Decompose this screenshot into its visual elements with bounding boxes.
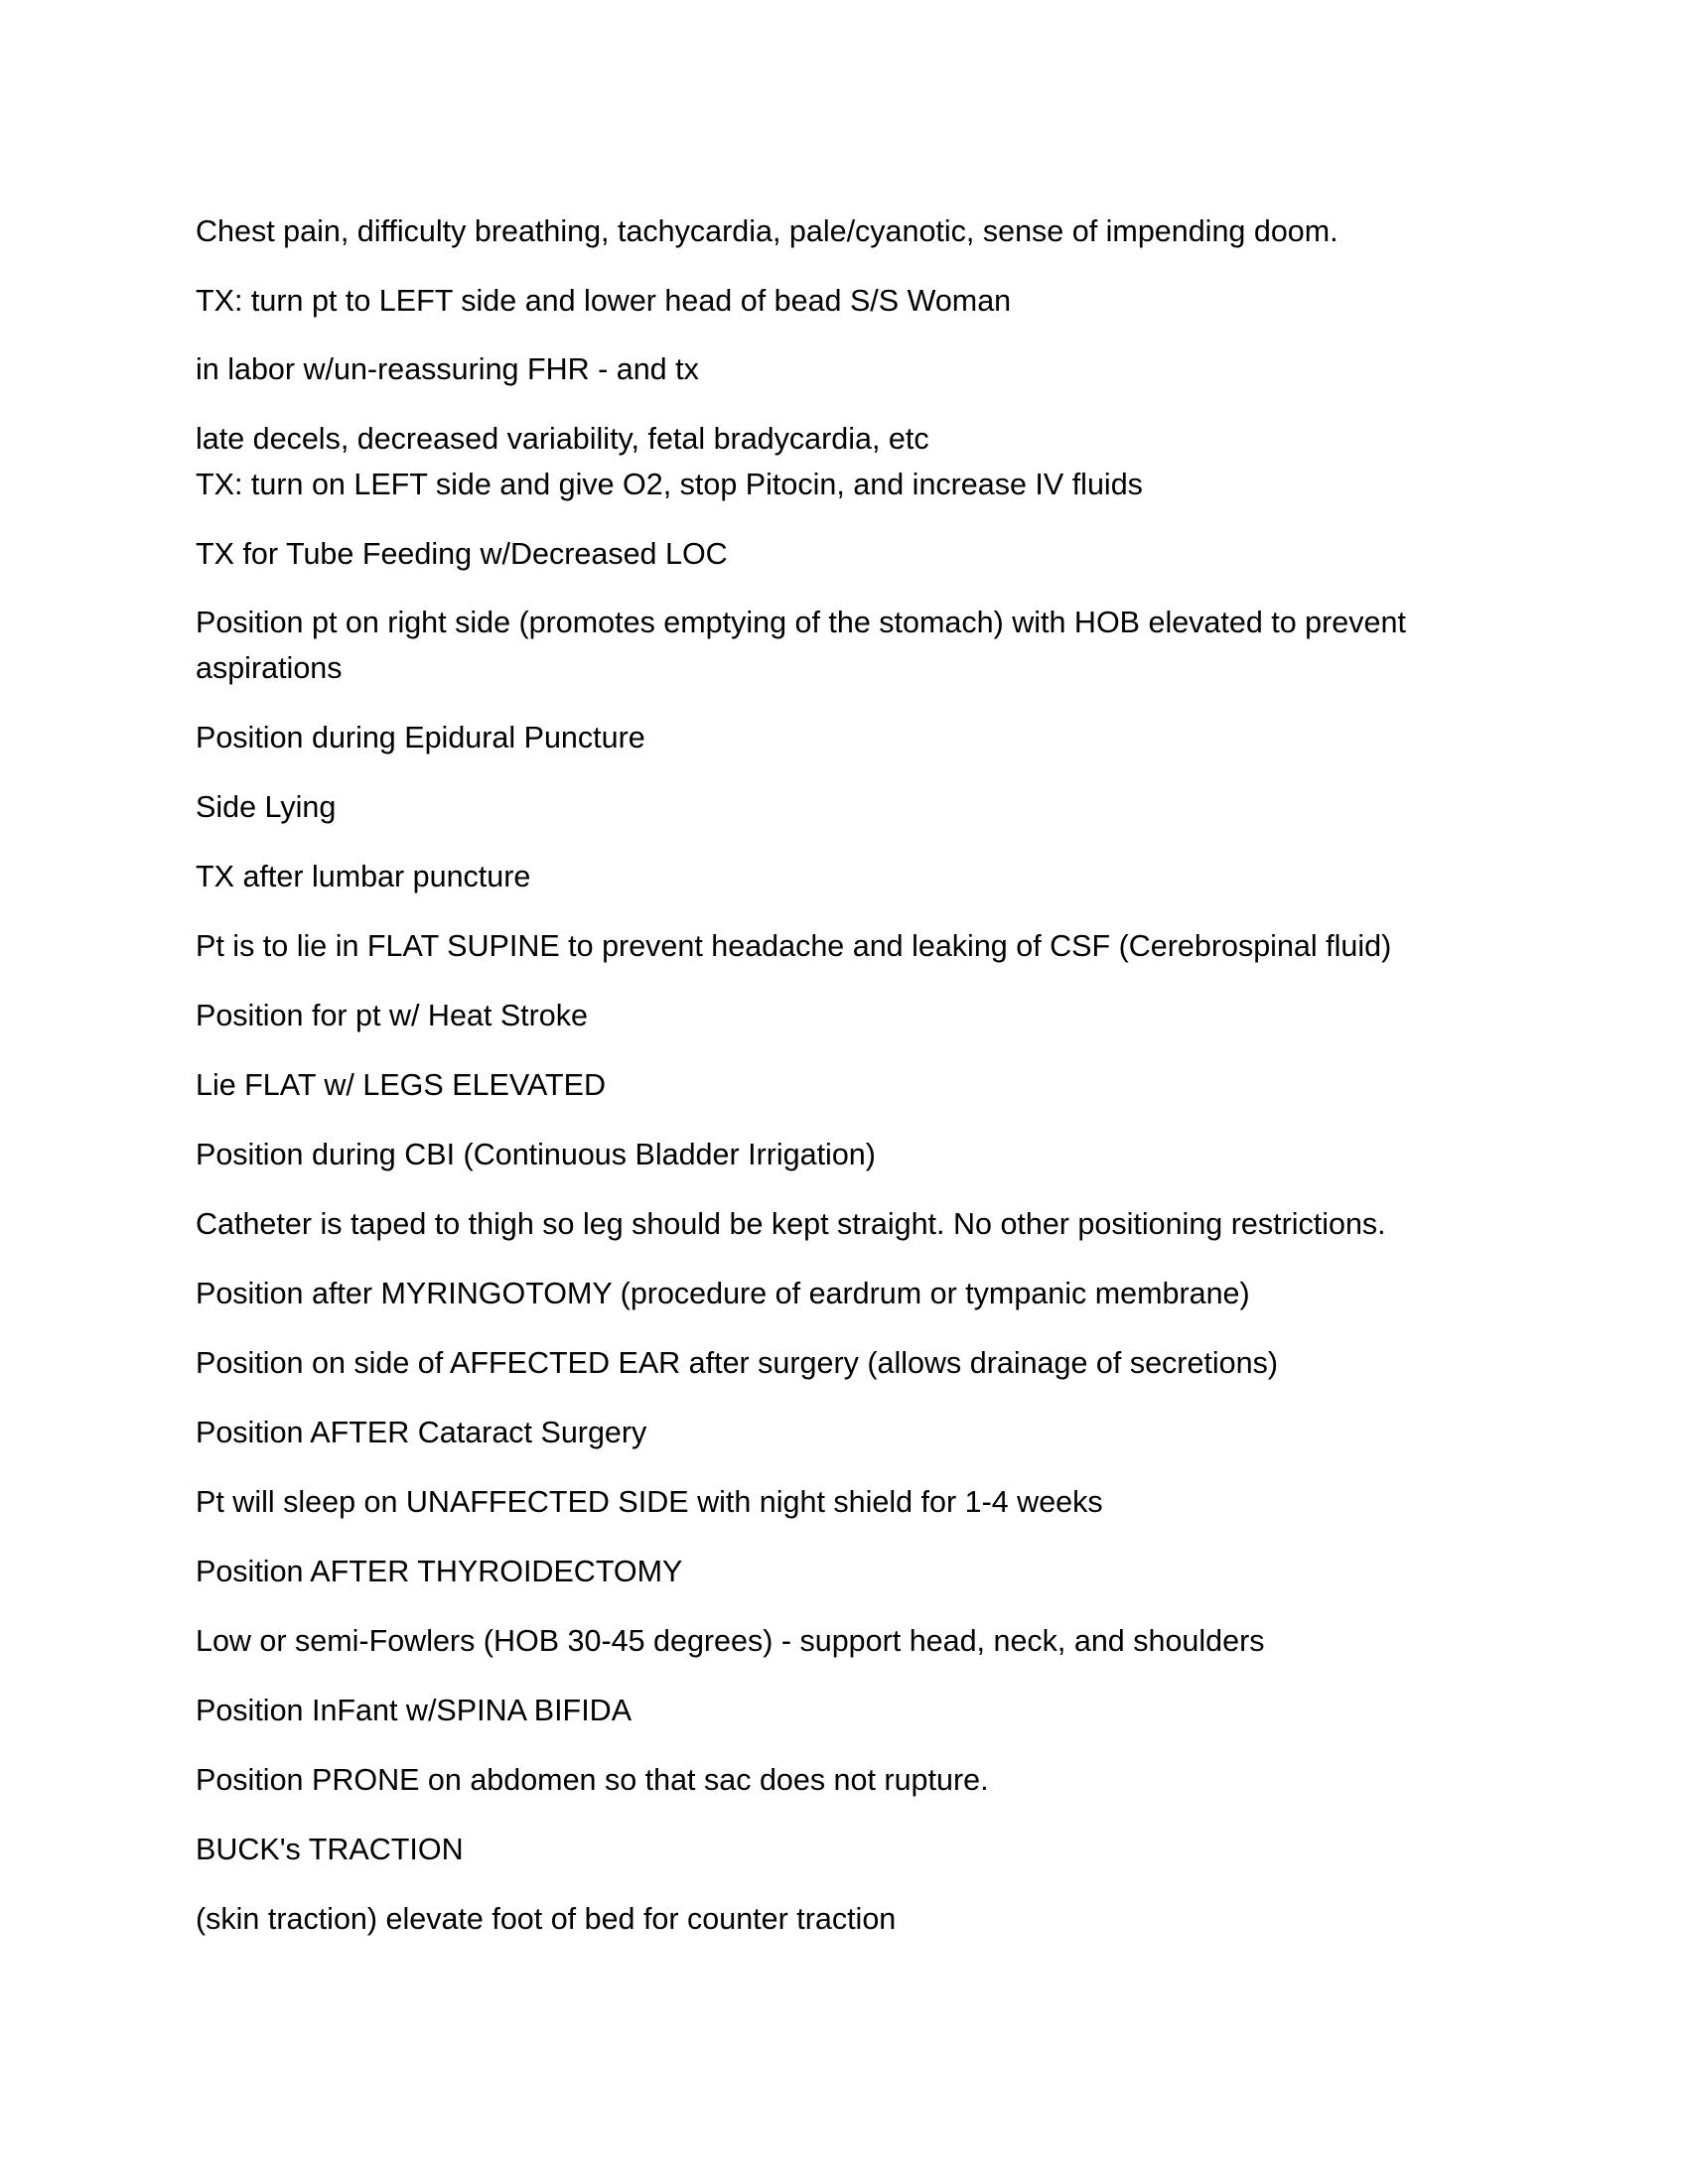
- text-line: Pt will sleep on UNAFFECTED SIDE with night shield for 1-4 weeks: [196, 1485, 1103, 1519]
- text-line: Lie FLAT w/ LEGS ELEVATED: [196, 1068, 607, 1102]
- text-line: Catheter is taped to thigh so leg should be kept straight. No other positioning restrictions.: [196, 1207, 1386, 1241]
- text-line: Position during CBI (Continuous Bladder Irrigation): [196, 1138, 876, 1171]
- text-line: Position PRONE on abdomen so that sac does not rupture.: [196, 1763, 989, 1797]
- text-line: Position on side of AFFECTED EAR after surgery (allows drainage of secretions): [196, 1346, 1278, 1380]
- text-line: Position InFant w/SPINA BIFIDA: [196, 1694, 633, 1727]
- text-line: Side Lying: [196, 790, 337, 824]
- text-line: (skin traction) elevate foot of bed for counter traction: [196, 1902, 897, 1936]
- text-line: TX: turn pt to LEFT side and lower head of bead S/S Woman: [196, 284, 1012, 318]
- text-line: TX: turn on LEFT side and give O2, stop Pitocin, and increase IV fluids: [196, 468, 1143, 501]
- text-line: Position for pt w/ Heat Stroke: [196, 999, 588, 1032]
- text-line: BUCK's TRACTION: [196, 1833, 464, 1866]
- text-line: Position after MYRINGOTOMY (procedure of eardrum or tympanic membrane): [196, 1277, 1250, 1310]
- text-line: Pt is to lie in FLAT SUPINE to prevent headache and leaking of CSF (Cerebrospinal fluid): [196, 929, 1392, 963]
- text-line: Chest pain, difficulty breathing, tachycardia, pale/cyanotic, sense of impending doom.: [196, 214, 1338, 248]
- text-line: in labor w/un-reassuring FHR - and tx: [196, 352, 699, 386]
- text-line: TX for Tube Feeding w/Decreased LOC: [196, 537, 728, 571]
- text-line: Position AFTER THYROIDECTOMY: [196, 1555, 683, 1588]
- text-line: late decels, decreased variability, fetal bradycardia, etc: [196, 422, 929, 456]
- text-line: Position AFTER Cataract Surgery: [196, 1416, 647, 1449]
- text-line: TX after lumbar puncture: [196, 860, 531, 893]
- text-paragraph: Position pt on right side (promotes emptying of the stomach) with HOB elevated to prevent aspirations: [196, 606, 1406, 685]
- text-line: Position during Epidural Puncture: [196, 721, 645, 754]
- text-line: Low or semi-Fowlers (HOB 30-45 degrees) - support head, neck, and shoulders: [196, 1624, 1265, 1658]
